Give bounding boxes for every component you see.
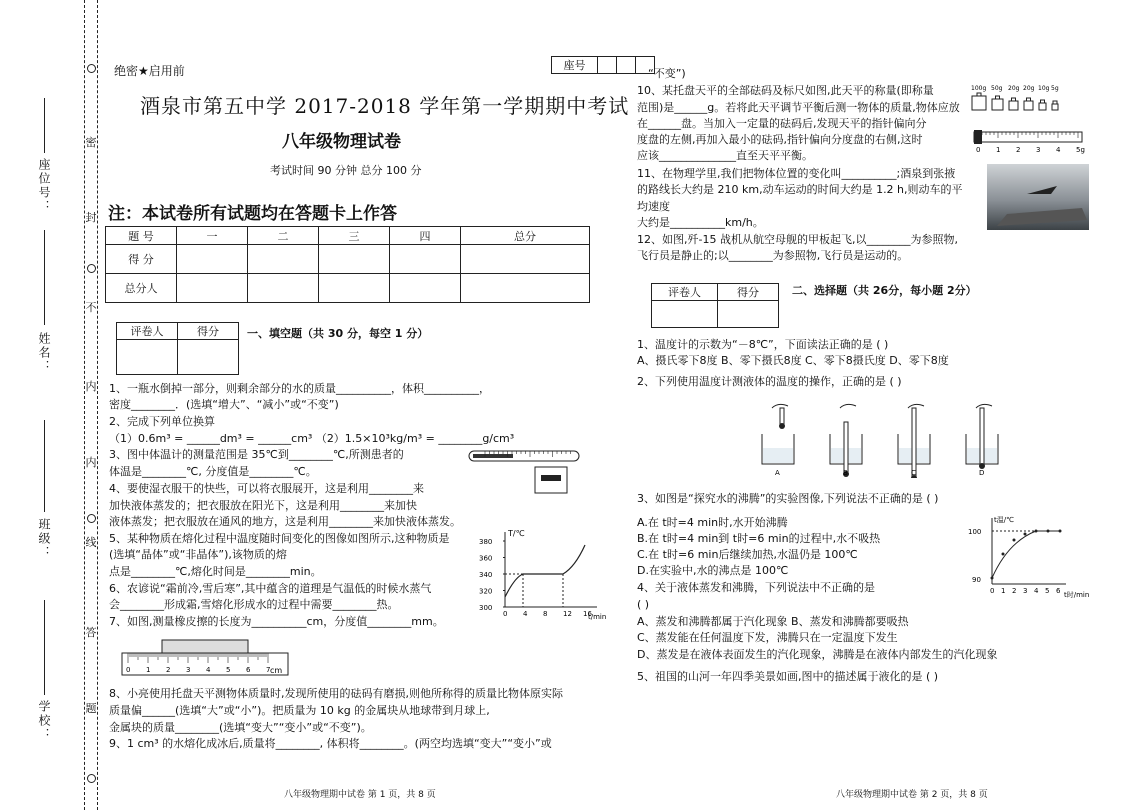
binding-char: 封 [85,211,97,224]
thermometer-icon [980,408,984,464]
binding-line-outer [84,0,85,810]
question-line: 度盘的左侧,再加入最小的砝码,指针偏向分度盘的右侧,这时 [637,133,923,146]
binding-char: 内 [85,380,97,393]
binding-circle [87,64,96,73]
eraser [162,640,248,653]
binding-char: 密 [85,136,97,149]
ruler-tick-label: 0 [126,666,131,674]
melting-chart [475,527,615,623]
grader-cell[interactable] [652,301,718,328]
question-line: 4、要使湿衣服干的快些，可以将衣服展开，这是利用________来 [109,482,424,495]
melt-x-ticks [503,610,592,618]
question-line: 加快液体蒸发的；把衣服放在阳光下，这是利用________来加快 [109,499,417,512]
melt-ylabel: T/℃ [508,529,525,538]
boil-y-tick-label: 100 [968,528,982,536]
weight-knob [977,93,981,96]
question-line: B.在 t时=4 min到 t时=6 min的过程中,水不吸热 [637,532,881,545]
melt-y-ticks [479,538,505,612]
question-line: 会________形成霜,雪熔化形成水的过程中需要________热。 [109,598,399,611]
question-line: 5、祖国的山河一年四季美景如画,图中的描述属于液化的是 ( ) [637,670,939,683]
question-line: 体温是________℃, 分度值是________℃。 [109,465,317,478]
scorer-row [106,274,590,303]
exam-title: 酒泉市第五中学 2017-2018 学年第一学期期中考试 [140,94,630,118]
grade-label: 得分 [718,284,779,301]
melt-y-tick-label: 360 [479,554,493,563]
boil-xlabel: t时/min [1064,591,1090,599]
ruler-tick-label: 1 [146,666,151,674]
weight-label: 10g [1038,85,1050,92]
binding-char: 不 [85,301,97,314]
ruler-tick-label: 7 [266,666,271,674]
thermometer-mercury [473,454,513,458]
footer-left: 八年级物理期中试卷 第 1 页，共 8 页 [284,790,436,800]
question-line: 4、关于液体蒸发和沸腾，下列说法中不正确的是 [637,581,875,594]
weight-icon [972,96,986,110]
melt-y-tick-label: 320 [479,587,493,596]
grader-label: 评卷人 [117,323,178,340]
question-line: 均速度 [637,200,670,213]
ruler-tick-label: 4 [206,666,211,674]
class-label: 班级： [37,518,51,560]
score-cell[interactable] [461,245,590,274]
boiling-chart [960,512,1100,602]
melt-x-tick-label: 16 [583,610,592,618]
weight-icon [1052,104,1058,110]
weights-set [971,85,1059,110]
question-line: 范围)是______g。若将此天平调节平衡后测一物体的质量,物体应放 [637,101,960,114]
beaker-label: B [843,469,848,477]
weight-icon [1024,101,1033,110]
melt-x-tick-label: 0 [503,610,508,618]
binding-circle [87,514,96,523]
weight-label: 20g [1008,85,1020,92]
question-line: 点是________℃,熔化时间是________min。 [109,565,322,578]
boil-point [991,577,994,580]
grade-cell[interactable] [718,301,779,328]
seat-label: 座位号： [37,158,51,214]
score-cell[interactable] [390,245,461,274]
score-cell[interactable] [177,245,248,274]
beam-tick-label: 0 [976,146,981,154]
name-label: 姓名： [37,332,51,374]
question-line: 2、下列使用温度计测液体的温度的操作，正确的是 ( ) [637,375,902,388]
score-cell[interactable] [461,274,590,303]
score-row [106,245,590,274]
question-line: C.在 t时=6 min后继续加热,水温仍是 100℃ [637,548,858,561]
secret-mark: 绝密★启用前 [114,64,185,78]
grader-box-2 [651,283,779,328]
score-row-label: 得 分 [106,245,177,274]
boil-x-tick-label: 2 [1012,587,1017,595]
beaker-label: D [979,469,985,477]
beam-tick-label: 1 [996,146,1001,154]
beam-tick-label: 3 [1036,146,1041,154]
score-header-cell: 一 [177,227,248,245]
weight-icon [1039,103,1046,110]
jet-photo [987,164,1089,230]
weight-label: 20g [1023,85,1035,92]
question-line: 11、在物理学里,我们把物体位置的变化叫__________;酒泉到张掖 [637,167,956,180]
school-field-line [44,600,45,695]
beakers-figure [754,398,1036,478]
score-header-cell: 二 [248,227,319,245]
melt-xlabel: t/min [588,613,607,621]
ruler-tick-label: 6 [246,666,251,674]
score-cell[interactable] [319,245,390,274]
score-header-cell: 题 号 [106,227,177,245]
question-line: 12、如图,歼-15 战机从航空母舰的甲板起飞,以________为参照物, [637,233,958,246]
beaker-liquid [763,448,793,463]
weight-icon [1009,101,1018,110]
binding-char: 内 [85,456,97,469]
exam-info: 考试时间 90 分钟 总分 100 分 [270,164,422,177]
question-line: 大约是__________km/h。 [637,216,764,229]
question-line: 2、完成下列单位换算 [109,415,215,428]
score-header-cell: 四 [390,227,461,245]
section2-title: 二、选择题（共 26分，每小题 2分） [792,284,977,297]
melt-x-tick-label: 4 [523,610,528,618]
boil-ylabel: t温/℃ [994,516,1014,524]
weight-label: 5g [1051,85,1059,92]
beam-tick-label: 2 [1016,146,1021,154]
question-line: A、摄氏零下8度 B、零下摄氏8度 C、零下8摄氏度 D、零下8度 [637,354,949,367]
binding-line-inner [97,0,98,810]
score-header-cell: 三 [319,227,390,245]
beaker-label: A [775,469,780,477]
binding-char: 题 [85,702,97,715]
section1-title: 一、填空题（共 30 分，每空 1 分） [247,327,429,340]
boil-point [1059,530,1062,533]
boil-point [1035,530,1038,533]
beam-tick-label: 5g [1076,146,1085,154]
score-cell[interactable] [248,245,319,274]
boil-point [1013,539,1016,542]
beaker-set [762,404,998,478]
score-table [105,226,590,303]
thermometer-icon [780,408,784,424]
seat-no-cell[interactable] [598,57,617,74]
grade-cell[interactable] [178,340,239,375]
notice: 注：本试卷所有试题均在答题卡上作答 [108,204,397,224]
boil-point [1047,530,1050,533]
boil-x-tick-label: 4 [1034,587,1039,595]
melt-y-tick-label: 300 [479,604,493,612]
binding-char: 答 [85,626,97,639]
score-header-cell: 总分 [461,227,590,245]
question-line: D.在实验中,水的沸点是 100℃ [637,564,789,577]
score-cell[interactable] [248,274,319,303]
class-field-line [44,420,45,512]
seat-no-label: 座号 [552,57,598,74]
melt-y-tick-label: 380 [479,538,493,546]
binding-char: 线 [85,536,97,549]
ruler-tick-label: 3 [186,666,191,674]
melt-x-tick-label: 12 [563,610,572,618]
ruler-unit: cm [270,666,283,675]
weight-knob [1027,98,1031,101]
thermometer-figure [465,445,585,500]
boil-y-ticks [968,528,981,584]
boil-x-ticks [990,587,1061,595]
question-line: 液体蒸发；把衣服放在通风的地方，这是利用________来加快液体蒸发。 [109,515,461,528]
beam-tick-label: 4 [1056,146,1061,154]
question-line: 应该______________直至天平平衡。 [637,149,813,162]
question-line: 1、温度计的示数为“－8℃”，下面读法正确的是 ( ) [637,338,889,351]
grader-cell[interactable] [117,340,178,375]
boil-x-tick-label: 1 [1001,587,1006,595]
thermometer-icon [844,422,848,472]
beaker-label: C [911,469,916,477]
boil-point [1024,533,1027,536]
question-line: 8、小亮使用托盘天平测物体质量时,发现所使用的砝码有磨损,则他所称得的质量比物体原实际 [109,687,563,700]
question-line: 质量偏______(选填“大”或“小”)。把质量为 10 kg 的金属块从地球带到月球上, [109,704,490,717]
boil-y-tick-label: 90 [972,576,981,584]
question-line: 9、1 cm³ 的水熔化成冰后,质量将________, 体积将________。(两空均选填“变大”“变小”或 [109,737,552,750]
binding-circle [87,774,96,783]
question-line: （1）0.6m³ = ______dm³ = ______cm³ （2）1.5×10³kg/m³ = ________g/cm³ [109,432,515,445]
weight-knob [1012,98,1016,101]
name-field-line [44,230,45,325]
boil-x-tick-label: 6 [1056,587,1061,595]
melt-y-tick-label: 340 [479,571,493,579]
exam-subtitle: 八年级物理试卷 [282,132,401,152]
weights-figure [968,80,1090,156]
question-line: (选填“晶体”或“非晶体”),该物质的熔 [109,548,287,561]
question-line: “不变”) [648,67,686,80]
score-row-label: 总分人 [106,274,177,303]
seat-no-cell[interactable] [617,57,636,74]
weight-label: 100g [971,85,987,92]
question-line: C、蒸发能在任何温度下发，沸腾只在一定温度下发生 [637,631,898,644]
question-line: 10、某托盘天平的全部砝码及标尺如图,此天平的称量(即称量 [637,84,934,97]
question-line: 5、某种物质在熔化过程中温度随时间变化的图像如图所示,这种物质是 [109,532,450,545]
ruler-tick-label: 2 [166,666,171,674]
score-cell[interactable] [177,274,248,303]
hand-icon [976,404,992,408]
weight-icon [992,99,1003,110]
question-line: ( ) [637,598,650,611]
question-line: A、蒸发和沸腾都属于汽化现象 B、蒸发和沸腾都要吸热 [637,615,909,628]
score-cell[interactable] [319,274,390,303]
melt-x-tick-label: 8 [543,610,548,618]
question-line: 金属块的质量________(选填“变大”“变小”或“不变”)。 [109,721,372,734]
boil-points [991,530,1062,580]
question-line: A.在 t时=4 min时,水开始沸腾 [637,516,788,529]
grader-label: 评卷人 [652,284,718,301]
grade-label: 得分 [178,323,239,340]
question-line: 7、如图,测量橡皮擦的长度为__________cm，分度值________mm。 [109,615,444,628]
boil-x-tick-label: 3 [1023,587,1028,595]
question-line: 3、如图是“探究水的沸腾”的实验图像,下列说法不正确的是 ( ) [637,492,939,505]
weight-knob [996,96,1000,99]
hand-icon [908,404,924,408]
ruler-figure [120,637,292,679]
question-line: 6、农谚说“霜前冷,雪后寒”,其中蕴含的道理是气温低的时候水蒸气 [109,582,432,595]
question-line: 的路线长大约是 210 km,动车运动的时间大约是 1.2 h,则动车的平 [637,183,963,196]
grader-box-1 [116,322,239,375]
score-cell[interactable] [390,274,461,303]
question-line: 在______盘。当加入一定量的砝码后,发现天平的指针偏向分 [637,117,927,130]
question-line: D、蒸发是在液体表面发生的汽化现象，沸腾是在液体内部发生的汽化现象 [637,648,998,661]
thermometer-bulb [779,423,785,429]
hand-icon [772,404,788,408]
question-line: 飞行员是静止的;以________为参照物,飞行员是运动的。 [637,249,909,262]
question-line: 3、图中体温计的测量范围是 35℃到________℃,所测患者的 [109,448,404,461]
binding-circle [87,264,96,273]
score-table-header [106,227,590,245]
boil-point [1002,553,1005,556]
school-label: 学校： [37,700,51,742]
weight-knob [1053,101,1057,104]
question-line: 密度________．(选填“增大”、“减小”或“不变”) [109,398,339,411]
thermometer-cross-core [541,475,561,481]
seat-no-box [551,56,655,74]
thermometer-icon [912,408,916,476]
weight-label: 50g [991,85,1003,92]
question-line: 1、一瓶水倒掉一部分，则剩余部分的水的质量__________，体积__________， [109,382,490,395]
boil-x-tick-label: 5 [1045,587,1050,595]
hand-icon [840,404,856,408]
boil-x-tick-label: 0 [990,587,995,595]
seat-field-line [44,98,45,153]
ruler-tick-label: 5 [226,666,231,674]
melt-curve [505,545,585,597]
footer-right: 八年级物理期中试卷 第 2 页，共 8 页 [836,790,988,800]
weight-knob [1041,100,1045,103]
